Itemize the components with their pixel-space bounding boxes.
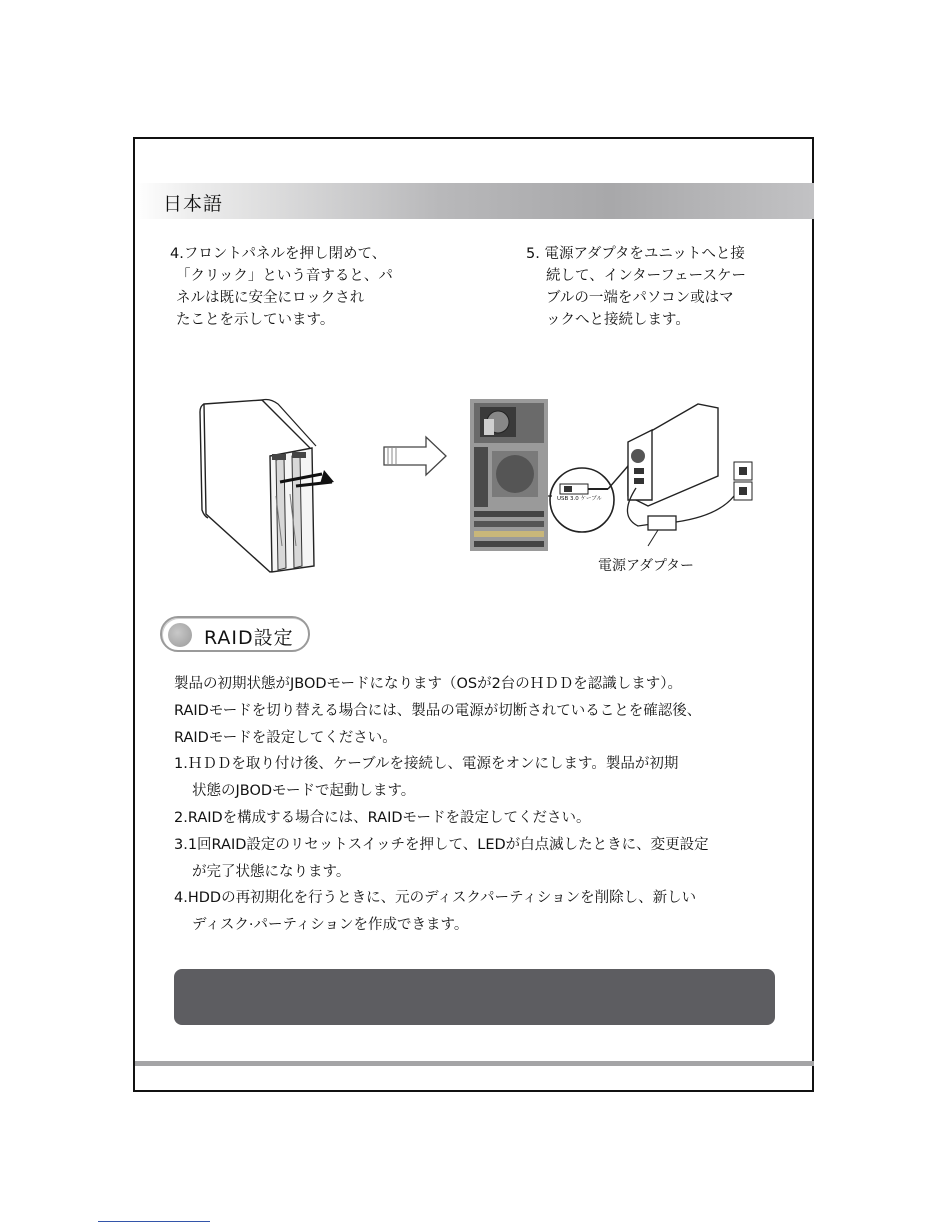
raid-instructions	[174, 671, 794, 939]
raid-text-line: 状態のJBODモードで起動します。	[192, 783, 416, 800]
step-5-line: ブルの一端をパソコン或はマ	[546, 290, 734, 306]
cable-connection-illustration	[548, 396, 768, 566]
raid-text-line: RAIDモードを切り替える場合には、製品の電源が切断されていることを確認後、	[174, 702, 702, 719]
step-5-instruction	[526, 243, 786, 331]
step-4-line: ネルは既に安全にロックされ	[176, 290, 365, 306]
step-4-line: 「クリック」という音すると、パ	[176, 268, 393, 284]
step-5-line: 続して、インターフェースケー	[546, 268, 746, 284]
bullet-circle-icon	[168, 623, 192, 647]
raid-text-line: 4.HDDの再初期化を行うときに、元のディスクパーティションを削除し、新しい	[174, 890, 697, 907]
raid-text-line: 1.ＨＤＤを取り付け後、ケーブルを接続し、電源をオンにします。製品が初期	[174, 756, 679, 773]
step-4-line: たことを示しています。	[176, 312, 335, 328]
language-header-bar	[135, 183, 814, 219]
power-adapter-caption: 電源アダプター	[598, 558, 695, 574]
language-title: 日本語	[163, 193, 224, 215]
raid-section-title: RAID設定	[204, 627, 294, 649]
raid-text-line: ディスク·パーティションを作成できます。	[192, 917, 469, 934]
enclosure-front-panel-illustration	[192, 396, 342, 578]
raid-text-line: 製品の初期状態がJBODモードになります（OSが2台のＨＤＤを認識します）。	[174, 676, 683, 692]
raid-text-line: RAIDモードを設定してください。	[174, 729, 397, 746]
step-4-line: 4.フロントパネルを押し閉めて、	[170, 246, 387, 262]
step-5-line: 5. 電源アダプタをユニットへと接	[526, 246, 745, 262]
computer-rear-panel-illustration	[470, 399, 550, 551]
usb-cable-label: USB 3.0 ケーブル	[557, 496, 603, 502]
raid-text-line: が完了状態になります。	[192, 863, 351, 880]
note-banner	[174, 969, 775, 1025]
step-4-instruction	[170, 243, 420, 331]
raid-text-line: 3.1回RAID設定のリセットスイッチを押して、LEDが白点滅したときに、変更設定	[174, 836, 709, 853]
right-arrow-icon	[382, 435, 448, 477]
footer-link-underline	[98, 1221, 210, 1222]
raid-text-line: 2.RAIDを構成する場合には、RAIDモードを設定してください。	[174, 809, 591, 826]
raid-section-heading	[160, 616, 310, 652]
bottom-divider	[135, 1061, 814, 1066]
step-5-line: ックへと接続します。	[546, 312, 690, 328]
